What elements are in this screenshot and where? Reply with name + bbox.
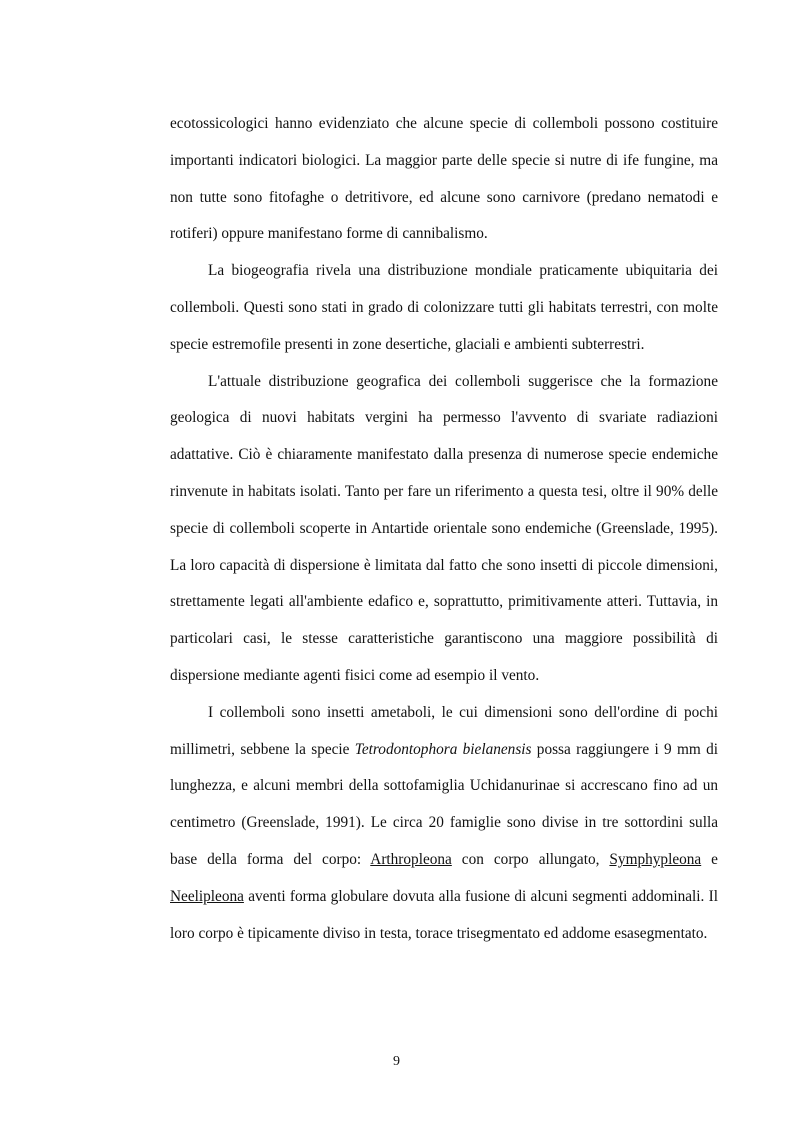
paragraph-1-text: ecotossicologici hanno evidenziato che alcune specie di collemboli possono costituire importanti indicatori biologici. La maggior parte delle specie si nutre di ife fungine, ma non tutte sono fitofaghe o detritivore, ed alcune sono carnivore (predano nematodi e rotiferi) oppure manifestano forme di cannibalismo. <box>170 115 718 243</box>
paragraph-1 <box>170 106 718 253</box>
suborder-arthropleona: Arthropleona <box>370 850 452 868</box>
paragraph-4-text-d: e <box>701 850 718 868</box>
paragraph-4-text-b: possa raggiungere i 9 mm di lunghezza, e alcuni membri della sottofamiglia Uchidanurinae si accrescano fino ad un centimetro (Greenslade, 1991). Le circa 20 famiglie sono divise in tre sottordini sulla base della forma del corpo: <box>170 740 718 868</box>
paragraph-3-text: L'attuale distribuzione geografica dei collemboli suggerisce che la formazione geologica di nuovi habitats vergini ha permesso l'avvento di svariate radiazioni adattative. Ciò è chiaramente manifestato dalla presenza di numerose specie endemiche rinvenute in habitats isolati. Tanto per fare un riferimento a questa tesi, oltre il 90% delle specie di collemboli scoperte in Antartide orientale sono endemiche (Greenslade, 1995). La loro capacità di dispersione è limitata dal fatto che sono insetti di piccole dimensioni, strettamente legati all'ambiente edafico e, soprattutto, primitivamente atteri. Tuttavia, in particolari casi, le stesse caratteristiche garantiscono una maggiore possibilità di dispersione mediante agenti fisici come ad esempio il vento. <box>170 372 718 684</box>
paragraph-3 <box>170 364 718 695</box>
suborder-neelipleona: Neelipleona <box>170 887 244 905</box>
suborder-symphypleona: Symphypleona <box>609 850 702 868</box>
paragraph-4-text-e: aventi forma globulare dovuta alla fusione di alcuni segmenti addominali. Il loro corpo è tipicamente diviso in testa, torace trisegmentato ed addome esasegmentato. <box>170 887 718 942</box>
paragraph-4-text-c: con corpo allungato, <box>451 850 610 868</box>
paragraph-2-text: La biogeografia rivela una distribuzione mondiale praticamente ubiquitaria dei collemboli. Questi sono stati in grado di colonizzare tutti gli habitats terrestri, con molte specie estremofile presenti in zone desertiche, glaciali e ambienti subterrestri. <box>170 262 718 353</box>
paragraph-4 <box>170 695 718 953</box>
paragraph-2 <box>170 253 718 363</box>
species-name-italic: Tetrodontophora bielanensis <box>354 740 532 758</box>
page-number: 9 <box>393 1054 400 1069</box>
paragraph-4-text-a: I collemboli sono insetti ametaboli, le cui dimensioni sono dell'ordine di pochi millimetri, sebbene la specie <box>170 703 718 758</box>
body-text <box>170 106 718 952</box>
